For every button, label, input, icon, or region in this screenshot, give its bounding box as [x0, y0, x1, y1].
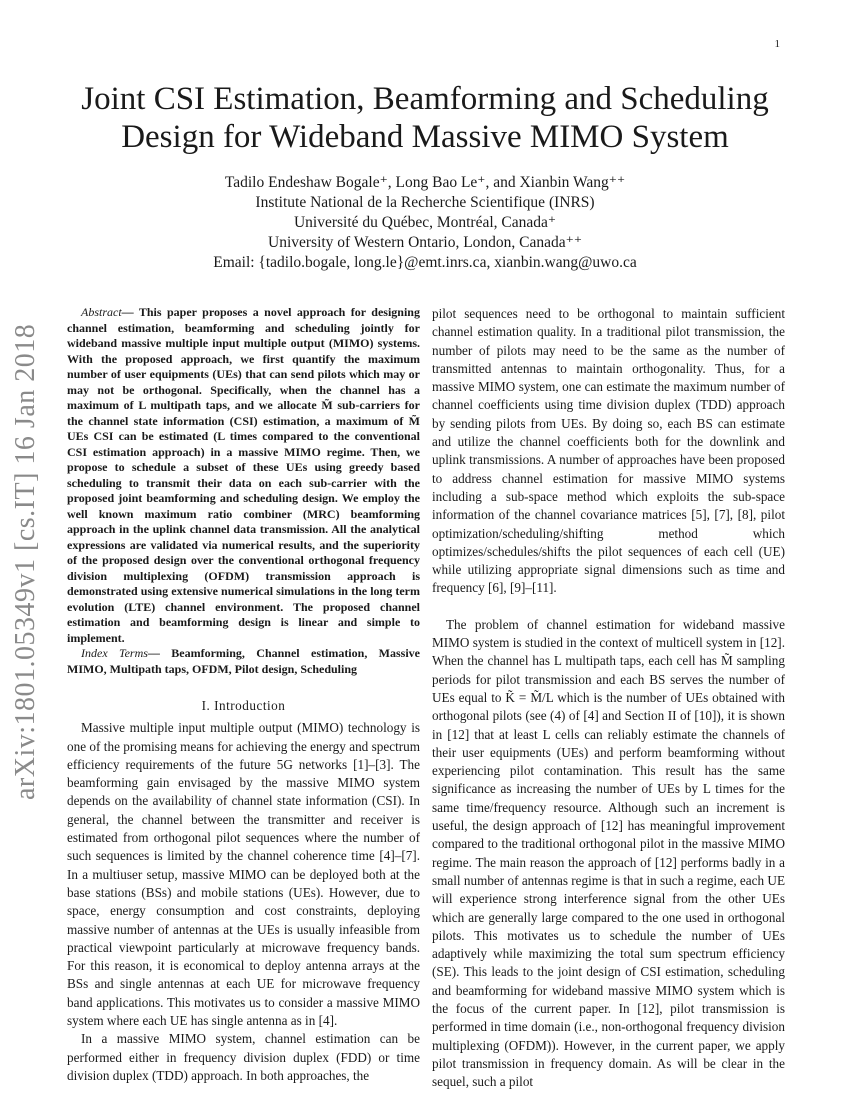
- author-names: Tadilo Endeshaw Bogale⁺, Long Bao Le⁺, and Xianbin Wang⁺⁺: [224, 174, 626, 191]
- affiliation-inrs: Institute National de la Recherche Scientifique (INRS): [255, 194, 595, 211]
- abstract-text: This paper proposes a novel approach for designing channel estimation, beamforming and scheduling jointly for wideband massive multiple input multiple output (MIMO) systems. With the proposed approach, we first quantify the maximum number of user equipments (UEs) that can send pilots which may or may not be orthogonal. Specifically, when the channel has a maximum of L multipath taps, and we allocate M̃ sub-carriers for the channel state information (CSI) estimation, a maximum of M̃ UEs CSI can be estimated (L times compared to the conventional CSI estimation approach) in a massive MIMO regime. Then, we propose to schedule a subset of these UEs using greedy based scheduling to transmit their data on each sub-carrier with the proposed joint beamforming and scheduling design. We employ the well known maximum ratio combiner (MRC) beamforming approach in the uplink channel data transmission. All the analytical expressions are validated via numerical results, and the superiority of the proposed design over the conventional orthogonal frequency division multiplexing (OFDM) transmission approach is demonstrated using extensive numerical simulations in the long term evolution (LTE) channel environment. The proposed channel estimation and beamforming design is linear and simple to implement.: [67, 305, 420, 645]
- index-terms-text: Beamforming, Channel estimation, Massive MIMO, Multipath taps, OFDM, Pilot design, Scheduling: [67, 646, 421, 676]
- section-heading-introduction: I. Introduction: [201, 698, 286, 713]
- author-block: [40, 173, 810, 273]
- affiliation-western-ontario: University of Western Ontario, London, Canada⁺⁺: [268, 234, 582, 251]
- arxiv-identifier-stamp[interactable]: arXiv:1801.05349v1 [cs.IT] 16 Jan 2018: [10, 323, 41, 800]
- affiliation-quebec: Université du Québec, Montréal, Canada⁺: [293, 214, 557, 231]
- body-paragraph: The problem of channel estimation for wideband massive MIMO system is studied in the context of multicell system in [12]. When the channel has L multipath taps, each cell has M̃ sampling periods for pilot transmission and each BS serves the number of UEs equal to K̃ = M̃/L which is the number of UEs obtained with orthogonal pilots (see (4) of [4] and Section II of [10]), it is shown in [12] that at least L cells can reliably estimate the channels of their user equipments (UEs) and perform beamforming without experiencing pilot contamination. This result has the same significance as increasing the number of UEs by L times for the same time/frequency resource. Although such an increment is useful, the design approach of [12] has meaningful improvement compared to the traditional orthogonal pilot in the massive MIMO regime. The main reason the approach of [12] performs badly in a small number of antennas regime is that in such a regime, each UE will experience strong interference signal from the other UEs which are generally large compared to the one used in orthogonal pilots. This motivates us to schedule the number of UEs adaptively while maximizing the total sum spectrum efficiency (SE). This leads to the joint design of CSI estimation, scheduling and beamforming for wideband massive MIMO system which is the focus of the current paper. In [12], pilot transmission is performed in time domain (i.e., non-orthogonal frequency division multiplexing (OFDM)). However, in the current paper, we apply pilot transmission in frequency domain. As will be clear in the sequel, such a pilot: [432, 616, 785, 1090]
- body-paragraph: pilot sequences need to be orthogonal to maintain sufficient channel estimation quality. In a traditional pilot transmission, the number of pilots may need to be the same as the number of transmitted antennas to maintain orthogonality. Thus, for a massive MIMO system, one can estimate the maximum number of channel coefficients using time division duplex (TDD) approach by sending pilots from UEs. By doing so, each BS can estimate and utilize the channel coefficients both for the downlink and uplink transmissions. A number of approaches have been proposed to address channel estimation for massive MIMO systems including a sub-space method which exploits the sub-space information of the channel covariance matrices [5], [7], [8], pilot optimization/scheduling/shifting method which optimizes/schedules/shifts the pilot sequences of each cell (UE) while utilizing appropriate signal dimensions such as time and frequency [6], [9]–[11].: [432, 306, 785, 596]
- body-paragraph: In a massive MIMO system, channel estimation can be performed either in frequency division duplex (FDD) or time division duplex (TDD) approach. In both approaches, the: [67, 1031, 420, 1083]
- body-paragraph: Massive multiple input multiple output (MIMO) technology is one of the promising means for achieving the energy and spectrum efficiency requirements of the future 5G networks [1]–[3]. The beamforming gain envisaged by the massive MIMO system depends on the availability of channel state information (CSI). In general, the channel between the transmitter and receiver is estimated from orthogonal pilot sequences where the number of such sequences is limited by the channel coherence time [4]–[7]. In a multiuser setup, massive MIMO can be deployed both at the base stations (BSs) and mobile stations (UEs). However, due to space, energy consumption and cost constraints, deploying massive number of antennas at the UEs is usually infeasible from practical viewpoint particularly at microwave frequency bands. For this reason, it is economical to deploy antenna arrays at the BSs and single antennas at each UE for microwave frequency band applications. This motivates us to consider a massive MIMO system where each UE has single antenna as in [4].: [67, 720, 420, 1029]
- index-terms-label: Index Terms: [81, 646, 148, 660]
- author-emails: Email: {tadilo.bogale, long.le}@emt.inrs.ca, xianbin.wang@uwo.ca: [213, 254, 637, 271]
- index-terms: Index Terms— Beamforming, Channel estimation, Massive MIMO, Multipath taps, OFDM, Pilot design, Scheduling: [67, 646, 421, 676]
- page-number: 1: [774, 38, 780, 50]
- abstract: Abstract— This paper proposes a novel approach for designing channel estimation, beamforming and scheduling jointly for wideband massive multiple input multiple output (MIMO) systems. With the proposed approach, we first quantify the maximum number of user equipments (UEs) that can send pilots which may or may not be orthogonal. Specifically, when the channel has a maximum of L multipath taps, and we allocate M̃ sub-carriers for the channel state information (CSI) estimation, a maximum of M̃ UEs CSI can be estimated (L times compared to the conventional CSI estimation approach) in a massive MIMO regime. Then, we propose to schedule a subset of these UEs using greedy based scheduling to transmit their data on each sub-carrier with the proposed joint beamforming and scheduling design. We employ the well known maximum ratio combiner (MRC) beamforming approach in the uplink channel data transmission. All the analytical expressions are validated via numerical results, and the superiority of the proposed design over the conventional orthogonal frequency division multiplexing (OFDM) transmission approach is demonstrated using extensive numerical simulations in the long term evolution (LTE) channel environment. The proposed channel estimation and beamforming design is linear and simple to implement.: [67, 305, 420, 645]
- right-column: [432, 305, 785, 1091]
- left-column: [67, 305, 420, 1085]
- paper-title: Joint CSI Estimation, Beamforming and Scheduling Design for Wideband Massive MIMO System: [81, 81, 769, 155]
- abstract-label: Abstract: [81, 305, 122, 319]
